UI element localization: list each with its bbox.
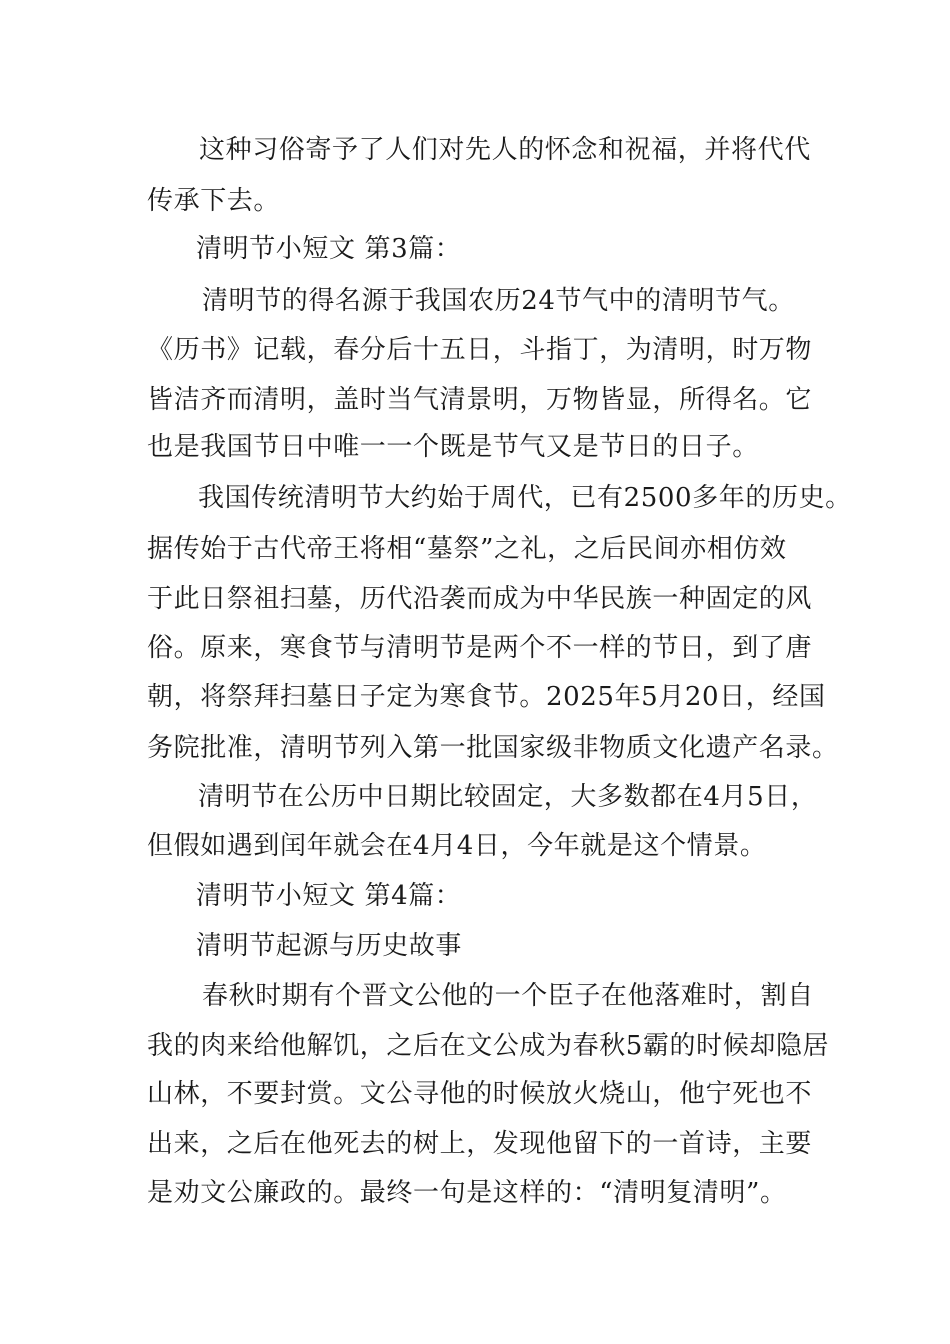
paragraph-line: 《历书》记载，春分后十五日，斗指丁，为清明，时万物 <box>147 335 813 365</box>
paragraph-line: 这种习俗寄予了人们对先人的怀念和祝福，并将代代 <box>199 135 811 165</box>
paragraph-line: 传承下去。 <box>147 186 281 216</box>
section-heading: 清明节小短文 第3篇： <box>196 234 462 264</box>
paragraph-line: 于此日祭祖扫墓，历代沿袭而成为中华民族一种固定的风 <box>147 584 813 614</box>
paragraph-line: 是劝文公廉政的。最终一句是这样的：“清明复清明”。 <box>147 1178 787 1208</box>
paragraph-line: 朝，将祭拜扫墓日子定为寒食节。2025年5月20日，经国 <box>147 682 826 712</box>
paragraph-line: 但假如遇到闰年就会在4月4日，今年就是这个情景。 <box>147 831 767 861</box>
paragraph-line: 出来，之后在他死去的树上，发现他留下的一首诗，主要 <box>147 1129 813 1159</box>
paragraph-line: 清明节在公历中日期比较固定，大多数都在4月5日， <box>198 782 818 812</box>
paragraph-line: 春秋时期有个晋文公他的一个臣子在他落难时，割自 <box>202 981 814 1011</box>
paragraph-line: 务院批准，清明节列入第一批国家级非物质文化遗产名录。 <box>147 733 839 763</box>
paragraph-line: 我国传统清明节大约始于周代，已有2500多年的历史。 <box>198 483 852 513</box>
paragraph-line: 皆洁齐而清明，盖时当气清景明，万物皆显，所得名。它 <box>147 385 813 415</box>
paragraph-line: 也是我国节日中唯一一个既是节气又是节日的日子。 <box>147 432 759 462</box>
paragraph-line: 山林，不要封赏。文公寻他的时候放火烧山，他宁死也不 <box>147 1079 813 1109</box>
section-heading: 清明节小短文 第4篇： <box>196 881 462 911</box>
paragraph-line: 我的肉来给他解饥，之后在文公成为春秋5霸的时候却隐居 <box>147 1031 830 1061</box>
section-subheading: 清明节起源与历史故事 <box>196 931 463 961</box>
paragraph-line: 据传始于古代帝王将相“墓祭”之礼，之后民间亦相仿效 <box>147 534 787 564</box>
paragraph-line: 俗。原来，寒食节与清明节是两个不一样的节日，到了唐 <box>147 633 813 663</box>
paragraph-line: 清明节的得名源于我国农历24节气中的清明节气。 <box>202 286 795 316</box>
